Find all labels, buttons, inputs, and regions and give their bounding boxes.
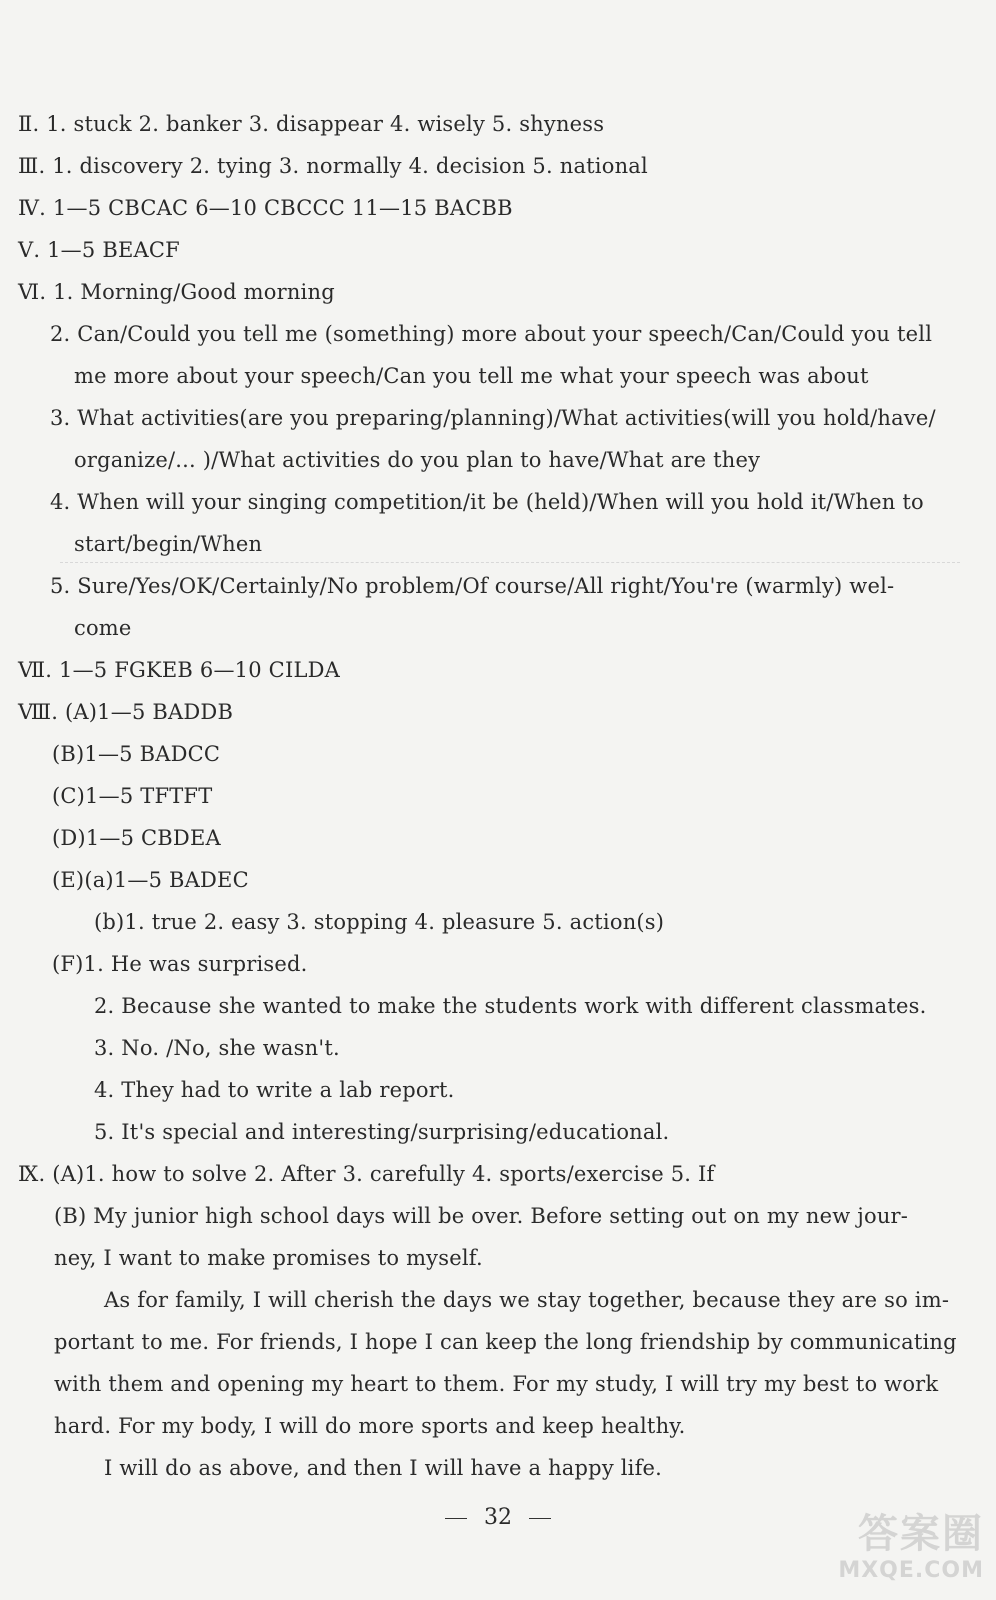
- scan-artifact-line: [60, 562, 960, 563]
- answer-line-section-viii-f-1: (F)1. He was surprised.: [52, 952, 308, 976]
- answer-line-section-viii-f-3: 3. No. /No, she wasn't.: [94, 1036, 340, 1060]
- answer-line-section-viii-a: Ⅷ. (A)1—5 BADDB: [18, 700, 234, 724]
- answer-line-section-vi-4b: start/begin/When: [74, 532, 263, 556]
- answer-line-section-vii: Ⅶ. 1—5 FGKEB 6—10 CILDA: [18, 658, 340, 682]
- page-number-value: 32: [484, 1505, 512, 1530]
- watermark-logo-bottom: MXQE.COM: [838, 1558, 984, 1583]
- essay-line-5: with them and opening my heart to them. For my study, I will try my best to work: [54, 1372, 939, 1396]
- answer-line-section-vi-2b: me more about your speech/Can you tell me what your speech was about: [74, 364, 869, 388]
- answer-line-section-vi-4a: 4. When will your singing competition/it be (held)/When will you hold it/When to: [50, 490, 924, 514]
- answer-line-section-vi-2a: 2. Can/Could you tell me (something) more about your speech/Can/Could you tell: [50, 322, 933, 346]
- answer-line-section-viii-f-5: 5. It's special and interesting/surprising/educational.: [94, 1120, 670, 1144]
- watermark-logo: [834, 1512, 984, 1592]
- essay-line-4: portant to me. For friends, I hope I can keep the long friendship by communicating: [54, 1330, 957, 1354]
- answer-line-section-vi-3a: 3. What activities(are you preparing/planning)/What activities(will you hold/have/: [50, 406, 936, 430]
- answer-line-section-vi-1: Ⅵ. 1. Morning/Good morning: [18, 280, 335, 304]
- essay-line-7: I will do as above, and then I will have a happy life.: [104, 1456, 663, 1480]
- answer-line-section-viii-e: (E)(a)1—5 BADEC: [52, 868, 249, 892]
- page-number-dash-right: [529, 1518, 551, 1519]
- answer-line-section-v: Ⅴ. 1—5 BEACF: [18, 238, 180, 262]
- essay-line-6: hard. For my body, I will do more sports and keep healthy.: [54, 1414, 686, 1438]
- answer-line-section-iii: Ⅲ. 1. discovery 2. tying 3. normally 4. decision 5. national: [18, 154, 648, 178]
- answer-line-section-ix-a: Ⅸ. (A)1. how to solve 2. After 3. carefully 4. sports/exercise 5. If: [18, 1162, 715, 1186]
- answer-line-section-viii-f-2: 2. Because she wanted to make the students work with different classmates.: [94, 994, 927, 1018]
- answer-line-section-ii: Ⅱ. 1. stuck 2. banker 3. disappear 4. wisely 5. shyness: [18, 112, 605, 136]
- answer-line-section-viii-b: (B)1—5 BADCC: [52, 742, 221, 766]
- essay-line-1: (B) My junior high school days will be over. Before setting out on my new jour-: [54, 1204, 909, 1228]
- answer-line-section-viii-f-4: 4. They had to write a lab report.: [94, 1078, 455, 1102]
- answer-line-section-vi-5b: come: [74, 616, 132, 640]
- answer-line-section-viii-e-b: (b)1. true 2. easy 3. stopping 4. pleasure 5. action(s): [94, 910, 665, 934]
- page-number-dash-left: [445, 1518, 467, 1519]
- answer-line-section-vi-3b: organize/... )/What activities do you plan to have/What are they: [74, 448, 761, 472]
- answer-line-section-viii-c: (C)1—5 TFTFT: [52, 784, 213, 808]
- answer-line-section-viii-d: (D)1—5 CBDEA: [52, 826, 221, 850]
- essay-line-3: As for family, I will cherish the days we stay together, because they are so im-: [104, 1288, 950, 1312]
- answer-line-section-vi-5a: 5. Sure/Yes/OK/Certainly/No problem/Of course/All right/You're (warmly) wel-: [50, 574, 895, 598]
- essay-line-2: ney, I want to make promises to myself.: [54, 1246, 483, 1270]
- answer-line-section-iv: Ⅳ. 1—5 CBCAC 6—10 CBCCC 11—15 BACBB: [18, 196, 513, 220]
- watermark-logo-top: 答案圈: [858, 1511, 984, 1557]
